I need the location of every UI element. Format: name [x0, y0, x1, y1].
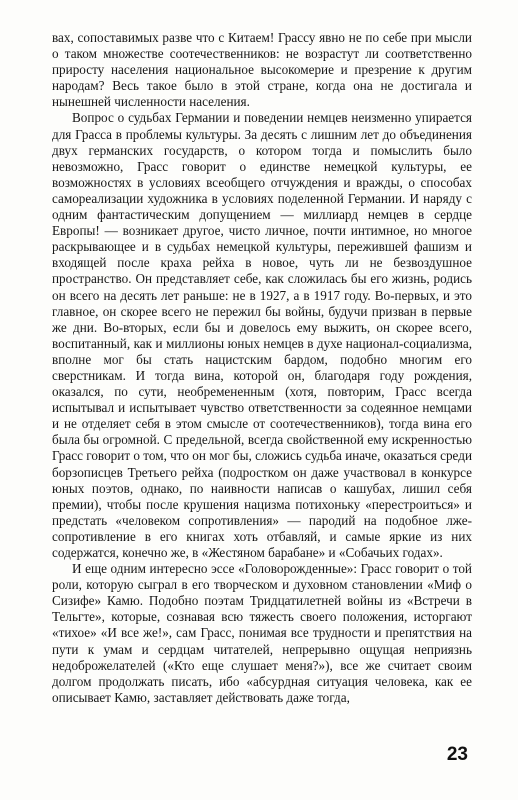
paragraph-3: И еще одним интересно эссе «Головорожденные»: Грасс говорит о той роли, которую сыграл в его творческом и духовном становлении «Миф о Сизифе» Камю. Подобно поэтам Тридцатилетней войны из «Встречи в Тельгте», которые, сознавая всю тяжесть своего положения, исторгают «тихое» «И все же!», сам Грасс, понимая все трудности и препятствия на пути к умам и сердцам читателей, непрерывно ощущая неприязнь недоброжелателей («Кто еще слушает меня?»), все же считает своим долгом продолжать писать, ибо «абсурдная ситуация человека, как ее описывает Камю, заставляет действовать даже тогда,: [52, 561, 472, 705]
page-number: 23: [446, 744, 468, 765]
body-text: [52, 30, 472, 706]
paragraph-1: вах, сопоставимых разве что с Китаем! Грассу явно не по себе при мысли о таком множестве соотечественников: не возрастут ли соответственно приросту населения национальное высокомерие и презрение к другим народам? Весь такое было в этой стране, когда она не достигала и нынешней численности населения.: [52, 30, 472, 110]
paragraph-2: Вопрос о судьбах Германии и поведении немцев неизменно упирается для Грасса в проблемы культуры. За десять с лишним лет до объединения двух германских государств, о котором тогда и помыслить было невозможно, Грасс говорит о единстве немецкой культуры, ее возможностях в условиях всеобщего отчуждения и вражды, о способах самореализации художника в условиях поделенной Германии. И наряду с одним фантастическим допущением — миллиард немцев в сердце Европы! — возникает другое, чисто личное, почти интимное, но многое раскрывающее и в судьбах немецкой культуры, пережившей фашизм и входящей после краха рейха в новое, чуть ли не безвоздушное пространство. Он представляет себе, как сложилась бы его жизнь, родись он всего на десять лет раньше: не в 1927, а в 1917 году. Во-первых, и это главное, он скорее всего не пережил бы войны, будучи призван в первые же дни. Во-вторых, если бы и довелось ему выжить, он скорее всего, воспитанный, как и миллионы юных немцев в духе национал-социализма, вполне мог бы стать нацистским бардом, подобно многим его сверстникам. И тогда вина, которой он, благодаря году рождения, оказался, по сути, необремененным (хотя, повторим, Грасс всегда испытывал и испытывает чувство ответственности за содеянное немцами и не отделяет себя в этом смысле от соотечественников), тогда вина его была бы огромной. С предельной, всегда свойственной ему искренностью Грасс говорит о том, что он мог бы, сложись судьба иначе, оказаться среди борзописцев Третьего рейха (подростком он даже участвовал в конкурсе юных поэтов, однако, по наивности написав о кашубах, лишил себя премии), чтобы после крушения нацизма потихоньку «перестроиться» и предстать «человеком сопротивления» — пародий на подобное лже-сопротивление в его книгах хоть отбавляй, и самые яркие из них содержатся, конечно же, в «Жестяном барабане» и «Собачьих годах».: [52, 110, 472, 560]
